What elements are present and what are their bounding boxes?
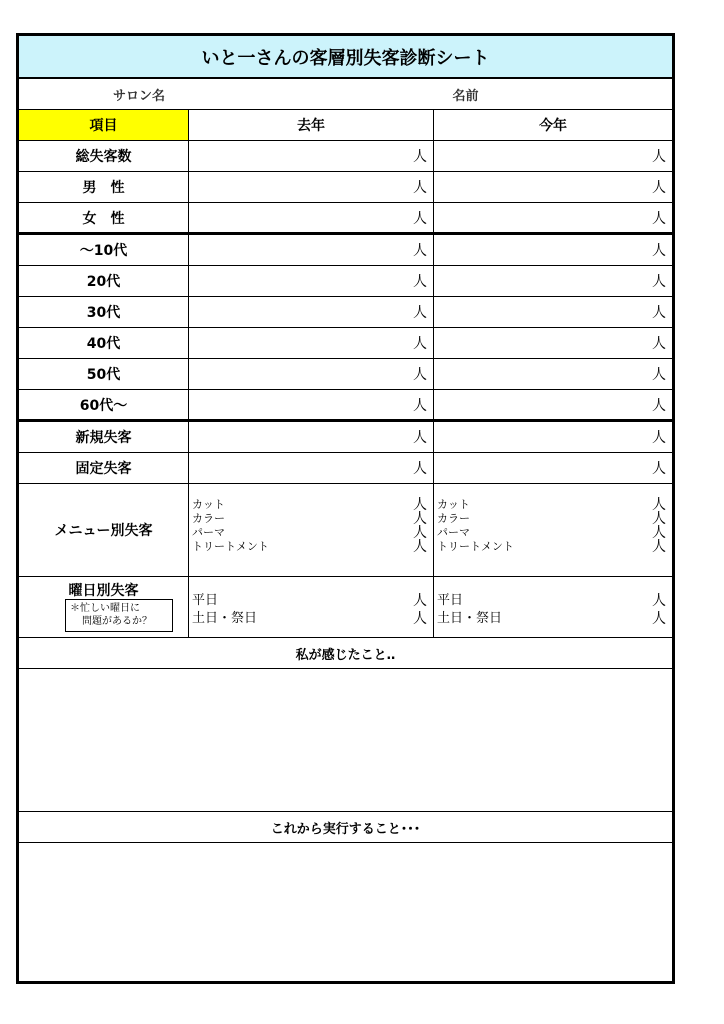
unit-label: 人	[652, 210, 666, 227]
weekday-note	[65, 599, 173, 632]
unit-label: 人	[413, 336, 427, 352]
this-year-cell[interactable]	[434, 141, 672, 171]
unit-label: 人	[652, 430, 666, 446]
row-label: 30代	[19, 297, 189, 327]
row-label: 新規失客	[19, 422, 189, 452]
unit-label: 人	[652, 461, 666, 477]
weekday-item: 平日	[192, 593, 219, 608]
row-label: 男 性	[19, 172, 189, 202]
weekday-label: 曜日別失客	[68, 583, 139, 599]
table-row	[19, 422, 672, 453]
table-row	[19, 390, 672, 422]
felt-header: 私が感じたこと‥	[19, 638, 672, 669]
unit-label: 人	[652, 367, 666, 383]
row-label: 固定失客	[19, 453, 189, 483]
unit-label: 人	[413, 525, 427, 541]
this-year-cell[interactable]	[434, 390, 672, 419]
table-row	[19, 359, 672, 390]
this-year-cell[interactable]	[434, 297, 672, 327]
table-row	[19, 203, 672, 235]
weekday-label-cell	[19, 577, 189, 637]
this-year-cell[interactable]	[434, 328, 672, 358]
unit-label: 人	[413, 611, 427, 627]
unit-label: 人	[413, 243, 427, 259]
unit-label: 人	[652, 397, 666, 414]
last-year-cell[interactable]	[189, 203, 434, 232]
last-year-cell[interactable]	[189, 328, 434, 358]
row-label: 総失客数	[19, 141, 189, 171]
weekday-item: 平日	[437, 593, 464, 608]
unit-label: 人	[413, 511, 427, 527]
last-year-cell[interactable]	[189, 359, 434, 389]
salon-name-label: サロン名	[112, 88, 165, 104]
unit-label: 人	[652, 180, 666, 196]
this-year-cell[interactable]	[434, 422, 672, 452]
this-year-cell[interactable]	[434, 266, 672, 296]
unit-label: 人	[652, 525, 666, 541]
menu-item-color: カラー	[192, 512, 225, 525]
unit-label: 人	[413, 397, 427, 414]
menu-item-color: カラー	[437, 512, 470, 525]
last-year-cell[interactable]	[189, 235, 434, 265]
this-year-cell[interactable]	[434, 359, 672, 389]
felt-textarea[interactable]	[19, 669, 672, 812]
menu-item-perm: パーマ	[192, 526, 225, 539]
note-line: ＊忙しい曜日に	[70, 603, 140, 614]
unit-label: 人	[413, 539, 427, 555]
unit-label: 人	[413, 210, 427, 227]
last-year-weekday-cell[interactable]	[189, 577, 434, 637]
header-row	[19, 110, 672, 141]
unit-label: 人	[413, 367, 427, 383]
last-year-header: 去年	[189, 110, 434, 140]
table-row	[19, 297, 672, 328]
name-label: 名前	[452, 88, 479, 104]
menu-item-treatment: トリートメント	[192, 540, 269, 553]
row-label: ～10代	[19, 235, 189, 265]
weekend-item: 土日・祭日	[192, 611, 258, 626]
item-header: 項目	[19, 110, 189, 140]
row-label: 20代	[19, 266, 189, 296]
menu-item-cut: カット	[437, 498, 470, 511]
row-label: 女 性	[19, 203, 189, 232]
table-row	[19, 141, 672, 172]
table-row	[19, 235, 672, 266]
unit-label: 人	[652, 497, 666, 513]
menu-item-treatment: トリートメント	[437, 540, 514, 553]
action-textarea[interactable]	[19, 843, 672, 981]
unit-label: 人	[652, 274, 666, 290]
weekday-row	[19, 577, 672, 638]
table-row	[19, 266, 672, 297]
this-year-cell[interactable]	[434, 172, 672, 202]
unit-label: 人	[652, 539, 666, 555]
last-year-cell[interactable]	[189, 422, 434, 452]
row-label: 60代～	[19, 390, 189, 419]
unit-label: 人	[413, 305, 427, 321]
last-year-cell[interactable]	[189, 172, 434, 202]
unit-label: 人	[652, 305, 666, 321]
unit-label: 人	[652, 336, 666, 352]
unit-label: 人	[413, 180, 427, 196]
unit-label: 人	[652, 511, 666, 527]
sheet-title: いと一さんの客層別失客診断シート	[19, 36, 672, 79]
last-year-cell[interactable]	[189, 141, 434, 171]
this-year-cell[interactable]	[434, 453, 672, 483]
unit-label: 人	[413, 149, 427, 165]
last-year-cell[interactable]	[189, 390, 434, 419]
weekend-item: 土日・祭日	[437, 611, 503, 626]
last-year-cell[interactable]	[189, 453, 434, 483]
action-header: これから実行すること･･･	[19, 812, 672, 843]
this-year-weekday-cell[interactable]	[434, 577, 672, 637]
unit-label: 人	[413, 497, 427, 513]
unit-label: 人	[652, 611, 666, 627]
this-year-cell[interactable]	[434, 203, 672, 232]
unit-label: 人	[652, 149, 666, 165]
this-year-header: 今年	[539, 118, 567, 134]
this-year-cell[interactable]	[434, 235, 672, 265]
menu-item-perm: パーマ	[437, 526, 470, 539]
salon-name-row	[19, 79, 672, 110]
unit-label: 人	[652, 243, 666, 259]
diagnosis-sheet	[16, 33, 675, 984]
table-row	[19, 453, 672, 484]
table-row	[19, 328, 672, 359]
last-year-cell[interactable]	[189, 266, 434, 296]
row-label: 40代	[19, 328, 189, 358]
menu-item-cut: カット	[192, 498, 225, 511]
unit-label: 人	[413, 274, 427, 290]
row-label: 50代	[19, 359, 189, 389]
unit-label: 人	[413, 430, 427, 446]
table-row	[19, 172, 672, 203]
unit-label: 人	[652, 593, 666, 609]
this-year-menu-cell[interactable]	[434, 484, 672, 576]
last-year-cell[interactable]	[189, 297, 434, 327]
menu-row	[19, 484, 672, 577]
note-line: 問題があるか？	[82, 616, 152, 627]
unit-label: 人	[413, 461, 427, 477]
unit-label: 人	[413, 593, 427, 609]
menu-label: メニュー別失客	[19, 484, 189, 576]
last-year-menu-cell[interactable]	[189, 484, 434, 576]
